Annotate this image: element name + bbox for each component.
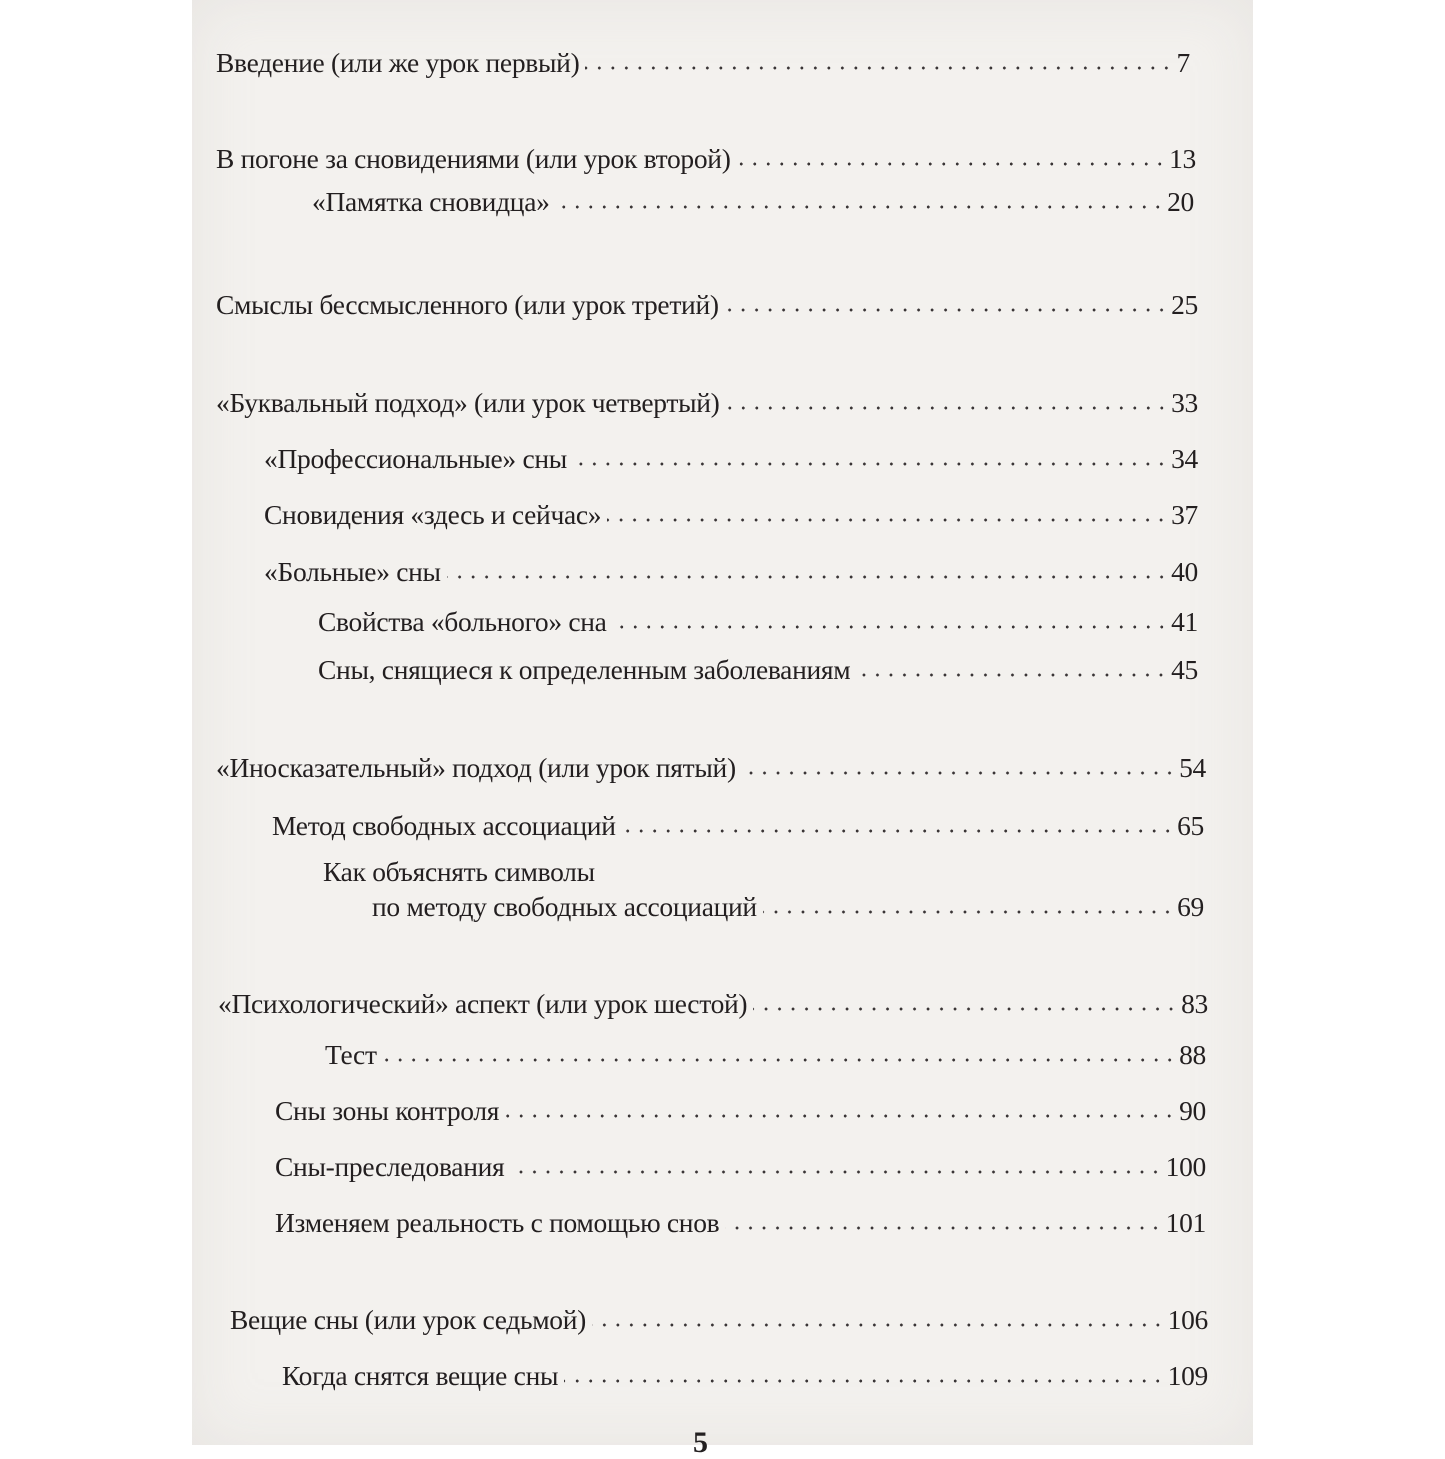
toc-entry-page: 100 <box>1165 1151 1206 1182</box>
toc-entry-title: по методу свободных ассоциаций <box>372 891 757 922</box>
toc-leader-dots <box>763 908 1174 916</box>
toc-entry-page: 20 <box>1167 186 1194 217</box>
toc-entry <box>282 1358 1208 1392</box>
toc-entry <box>318 652 1198 686</box>
toc-entry-title: «Больные» сны <box>264 556 441 587</box>
toc-entry-title: Введение (или же урок первый) <box>216 47 580 78</box>
toc-leader-dots <box>753 1005 1178 1013</box>
toc-entry-title: «Профессиональные» сны <box>264 443 567 474</box>
toc-entry-page: 106 <box>1167 1304 1208 1335</box>
toc-leader-dots <box>592 1321 1165 1329</box>
toc-entry-page: 37 <box>1171 499 1198 530</box>
toc-entry-title: В погоне за сновидениями (или урок второй) <box>216 143 731 174</box>
toc-entry-title: Свойства «больного» сна <box>318 606 607 637</box>
toc-entry-title: Сны, снящиеся к определенным заболеваниям <box>318 654 851 685</box>
toc-entry <box>264 554 1198 588</box>
toc-entry-page: 69 <box>1177 891 1204 922</box>
toc-entry-title: Метод свободных ассоциаций <box>272 810 616 841</box>
toc-entry-page: 13 <box>1169 143 1196 174</box>
toc-entry-page: 34 <box>1171 443 1198 474</box>
toc-entry-page: 65 <box>1177 810 1204 841</box>
toc-entry-page: 33 <box>1171 387 1198 418</box>
toc-entry-title: Когда снятся вещие сны <box>282 1360 559 1391</box>
toc-leader-dots <box>622 827 1174 835</box>
toc-entry-page: 54 <box>1179 752 1206 783</box>
toc-entry-title: Тест <box>325 1039 377 1070</box>
toc-leader-dots <box>742 769 1176 777</box>
toc-entry <box>216 287 1198 321</box>
toc-entry <box>275 1093 1206 1127</box>
toc-entry-page: 45 <box>1171 654 1198 685</box>
toc-leader-dots <box>613 623 1169 631</box>
toc-entry <box>216 45 1190 79</box>
toc-entry <box>216 385 1198 419</box>
toc-leader-dots <box>737 160 1167 168</box>
toc-entry-title: Сны зоны контроля <box>275 1095 500 1126</box>
toc-leader-dots <box>585 64 1173 72</box>
toc-leader-dots <box>726 404 1169 412</box>
toc-entry-title: Изменяем реальность с помощью снов <box>275 1207 720 1238</box>
toc-entry <box>325 1037 1206 1071</box>
toc-entry-page: 88 <box>1179 1039 1206 1070</box>
toc-entry <box>372 889 1204 923</box>
toc-entry-title: «Психологический» аспект (или урок шестой) <box>218 988 748 1019</box>
toc-entry-page: 40 <box>1171 556 1198 587</box>
toc-leader-dots <box>573 460 1168 468</box>
toc-leader-dots <box>725 306 1168 314</box>
toc-entry <box>312 184 1194 218</box>
toc-leader-dots <box>725 1224 1162 1232</box>
toc-entry-page: 109 <box>1167 1360 1208 1391</box>
toc-entry <box>275 1149 1206 1183</box>
toc-entry <box>264 441 1198 475</box>
toc-leader-dots <box>856 671 1168 679</box>
toc-entry-title: Смыслы бессмысленного (или урок третий) <box>216 289 719 320</box>
toc-leader-dots <box>510 1168 1162 1176</box>
toc-entry <box>216 141 1196 175</box>
toc-entry-title: Сны-преследования <box>275 1151 505 1182</box>
toc-leader-dots <box>383 1056 1176 1064</box>
page-number: 5 <box>693 1426 708 1459</box>
toc-entry <box>218 986 1208 1020</box>
toc-entry <box>230 1302 1208 1336</box>
toc-entry <box>275 1205 1206 1239</box>
toc-entry-page: 7 <box>1176 47 1190 78</box>
toc-entry-title: «Памятка сновидца» <box>312 186 550 217</box>
toc-entry <box>264 497 1198 531</box>
toc-leader-dots <box>607 516 1168 524</box>
toc-entry-title: «Иносказательный» подход (или урок пятый) <box>216 752 736 783</box>
toc-leader-dots <box>564 1377 1164 1385</box>
toc-entry <box>318 604 1198 638</box>
toc-entry-page: 41 <box>1171 606 1198 637</box>
toc-leader-dots <box>556 203 1165 211</box>
toc-entry-page: 101 <box>1165 1207 1206 1238</box>
toc-entry-title: «Буквальный подход» (или урок четвертый) <box>216 387 720 418</box>
toc-entry-page: 83 <box>1181 988 1208 1019</box>
toc-entry-title: Сновидения «здесь и сейчас» <box>264 499 602 530</box>
toc-entry <box>272 808 1204 842</box>
toc-entry-title: Как объяснять символы <box>323 856 595 887</box>
toc-entry-title: Вещие сны (или урок седьмой) <box>230 1304 587 1335</box>
toc-entry-page: 25 <box>1171 289 1198 320</box>
toc-leader-dots <box>505 1112 1176 1120</box>
toc-leader-dots <box>447 573 1168 581</box>
toc-entry <box>216 750 1206 784</box>
toc-entry-page: 90 <box>1179 1095 1206 1126</box>
